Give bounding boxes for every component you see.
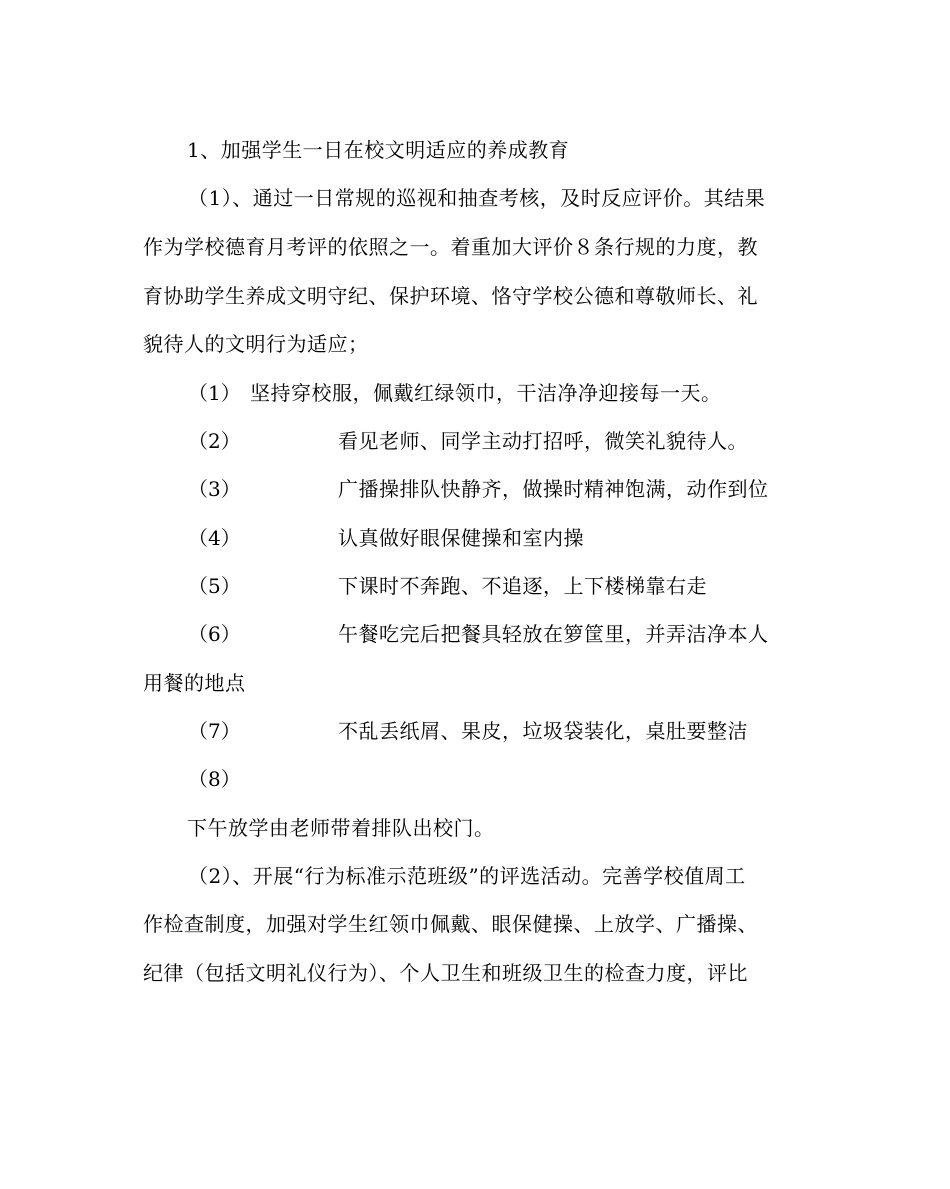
paragraph-line: 貌待人的文明行为适应； (143, 332, 369, 356)
list-item-text: 认真做好眼保健操和室内操 (338, 526, 584, 550)
list-item-number: （1） (188, 381, 241, 405)
list-item-text: 下课时不奔跑、不追逐，上下楼梯靠右走 (338, 574, 707, 598)
list-item-number: （7） (188, 719, 241, 743)
section-heading: 1、加强学生一日在校文明适应的养成教育 (187, 138, 570, 162)
paragraph-line: 纪律（包括文明礼仪行为）、个人卫生和班级卫生的检查力度，评比 (143, 961, 748, 985)
paragraph-line: 育协助学生养成文明守纪、保护环境、恪守学校公德和尊敬师长、礼 (143, 284, 758, 308)
list-item-continuation: 用餐的地点 (143, 671, 246, 695)
list-item-number: （3） (188, 477, 241, 501)
list-item-number: （6） (188, 622, 241, 646)
list-item-text: 看见老师、同学主动打招呼，微笑礼貌待人。 (338, 429, 748, 453)
list-item-number: （5） (188, 574, 241, 598)
list-item-text: 坚持穿校服，佩戴红绿领巾，干洁净净迎接每一天。 (250, 381, 722, 405)
list-item-number: （4） (188, 526, 241, 550)
paragraph-line: （2）、开展“行为标准示范班级”的评选活动。完善学校值周工 (188, 864, 746, 888)
paragraph-line: 作检查制度，加强对学生红领巾佩戴、眼保健操、上放学、广播操、 (143, 912, 758, 936)
paragraph-line: 下午放学由老师带着排队出校门。 (187, 816, 495, 840)
list-item-number: （8） (188, 767, 241, 791)
list-item-text: 不乱丢纸屑、果皮，垃圾袋装化，桌肚要整洁 (338, 719, 748, 743)
list-item-text: 广播操排队快静齐，做操时精神饱满，动作到位 (338, 477, 769, 501)
list-item-text: 午餐吃完后把餐具轻放在箩筐里，并弄洁净本人 (338, 622, 769, 646)
paragraph-line: 作为学校德育月考评的依照之一。着重加大评价８条行规的力度，教 (143, 235, 758, 259)
paragraph-line: （1）、通过一日常规的巡视和抽查考核，及时反应评价。其结果 (188, 186, 766, 210)
list-item-number: （2） (188, 429, 241, 453)
